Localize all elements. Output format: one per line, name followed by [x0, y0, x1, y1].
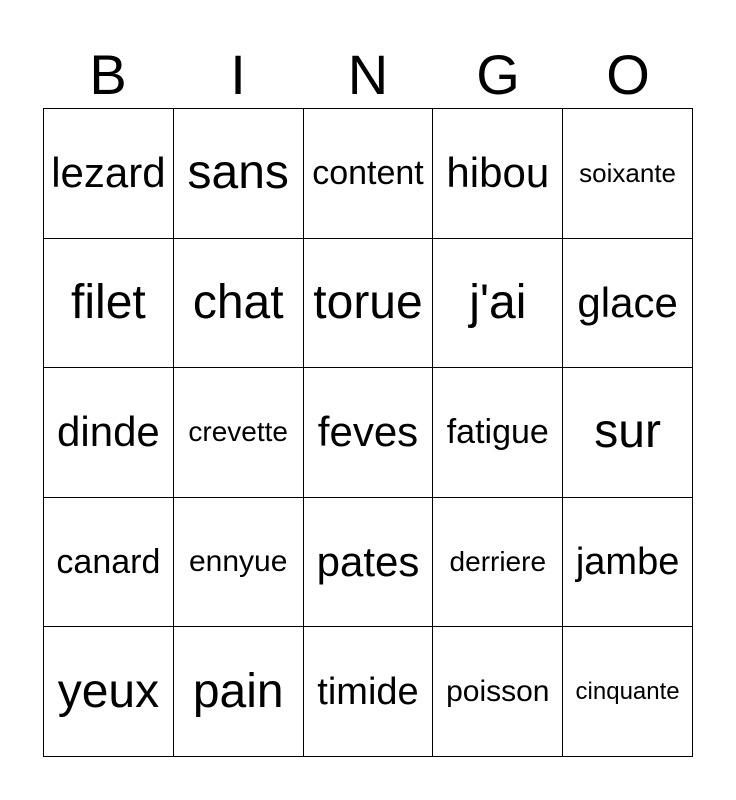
bingo-cell[interactable]: j'ai	[433, 239, 563, 369]
bingo-cell[interactable]: hibou	[433, 109, 563, 239]
bingo-cell[interactable]: crevette	[174, 368, 304, 498]
bingo-cell[interactable]: soixante	[563, 109, 693, 239]
bingo-cell[interactable]: fatigue	[433, 368, 563, 498]
bingo-cell[interactable]: sur	[563, 368, 693, 498]
bingo-cell[interactable]: cinquante	[563, 627, 693, 757]
bingo-cell[interactable]: feves	[304, 368, 434, 498]
bingo-cell[interactable]: canard	[44, 498, 174, 628]
header-letter-o: O	[606, 43, 650, 106]
bingo-cell[interactable]: pain	[174, 627, 304, 757]
bingo-cell[interactable]: ennyue	[174, 498, 304, 628]
bingo-cell[interactable]: derriere	[433, 498, 563, 628]
bingo-cell[interactable]: glace	[563, 239, 693, 369]
bingo-cell[interactable]: torue	[304, 239, 434, 369]
bingo-cell[interactable]: yeux	[44, 627, 174, 757]
bingo-cell[interactable]: poisson	[433, 627, 563, 757]
bingo-cell[interactable]: timide	[304, 627, 434, 757]
header-letter-n: N	[347, 43, 389, 106]
header-letter-g: G	[476, 43, 520, 106]
bingo-cell[interactable]: jambe	[563, 498, 693, 628]
bingo-cell[interactable]: lezard	[44, 109, 174, 239]
bingo-cell[interactable]: content	[304, 109, 434, 239]
bingo-cell[interactable]: dinde	[44, 368, 174, 498]
bingo-cell[interactable]: sans	[174, 109, 304, 239]
bingo-cell[interactable]: filet	[44, 239, 174, 369]
header-letter-b: B	[89, 43, 127, 106]
bingo-header	[43, 42, 693, 108]
bingo-cell[interactable]: chat	[174, 239, 304, 369]
bingo-board	[43, 108, 693, 757]
bingo-cell[interactable]: pates	[304, 498, 434, 628]
header-letter-i: I	[230, 43, 246, 106]
